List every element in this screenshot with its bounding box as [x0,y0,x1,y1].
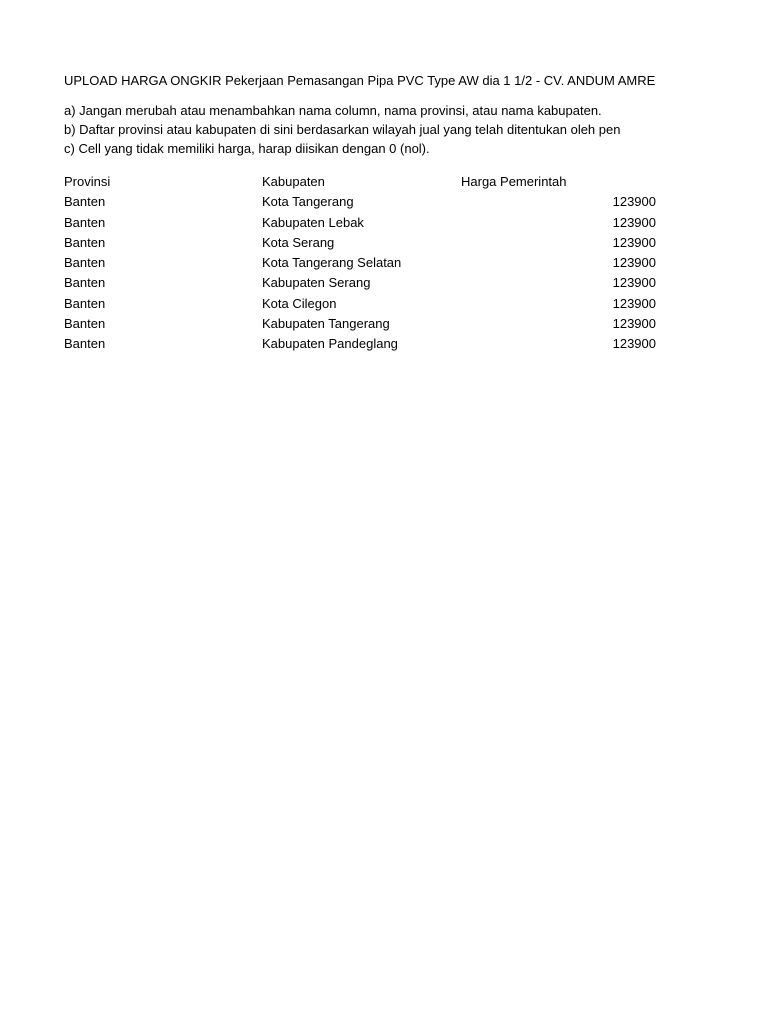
table-row [64,192,658,212]
instruction-notes [64,101,658,158]
price-table [64,172,658,355]
cell-kabupaten: Kota Cilegon [262,295,337,311]
cell-provinsi: Banten [64,234,106,250]
table-row [64,294,658,314]
cell-provinsi: Banten [64,275,106,291]
page-title: UPLOAD HARGA ONGKIR Pekerjaan Pemasangan Pipa PVC Type AW dia 1 1/2 - CV. ANDUM AMRE [64,73,656,88]
cell-kabupaten: Kota Tangerang [262,194,354,210]
cell-harga: 123900 [612,214,656,230]
table-row [64,334,658,354]
table-row [64,314,658,334]
cell-kabupaten: Kota Tangerang Selatan [262,255,402,271]
table-row [64,233,658,253]
cell-provinsi: Banten [64,214,106,230]
cell-kabupaten: Kabupaten Pandeglang [262,336,398,352]
cell-harga: 123900 [612,295,656,311]
cell-harga: 123900 [612,234,656,250]
note-b: b) Daftar provinsi atau kabupaten di sini berdasarkan wilayah jual yang telah ditentukan oleh pen [64,122,621,137]
cell-harga: 123900 [612,194,656,210]
table-header-row [64,172,658,192]
header-kabupaten: Kabupaten [262,174,325,189]
cell-provinsi: Banten [64,336,106,352]
cell-provinsi: Banten [64,255,106,271]
cell-harga: 123900 [612,336,656,352]
cell-kabupaten: Kabupaten Tangerang [262,316,390,332]
table-row [64,273,658,293]
table-row [64,253,658,273]
cell-kabupaten: Kabupaten Serang [262,275,371,291]
cell-kabupaten: Kota Serang [262,234,335,250]
table-row [64,213,658,233]
note-c: c) Cell yang tidak memiliki harga, harap diisikan dengan 0 (nol). [64,141,430,156]
cell-provinsi: Banten [64,316,106,332]
cell-harga: 123900 [612,255,656,271]
header-provinsi: Provinsi [64,174,111,189]
cell-provinsi: Banten [64,295,106,311]
cell-harga: 123900 [612,316,656,332]
cell-harga: 123900 [612,275,656,291]
header-harga: Harga Pemerintah [461,174,567,189]
cell-provinsi: Banten [64,194,106,210]
note-a: a) Jangan merubah atau menambahkan nama column, nama provinsi, atau nama kabupaten. [64,103,602,118]
cell-kabupaten: Kabupaten Lebak [262,214,364,230]
